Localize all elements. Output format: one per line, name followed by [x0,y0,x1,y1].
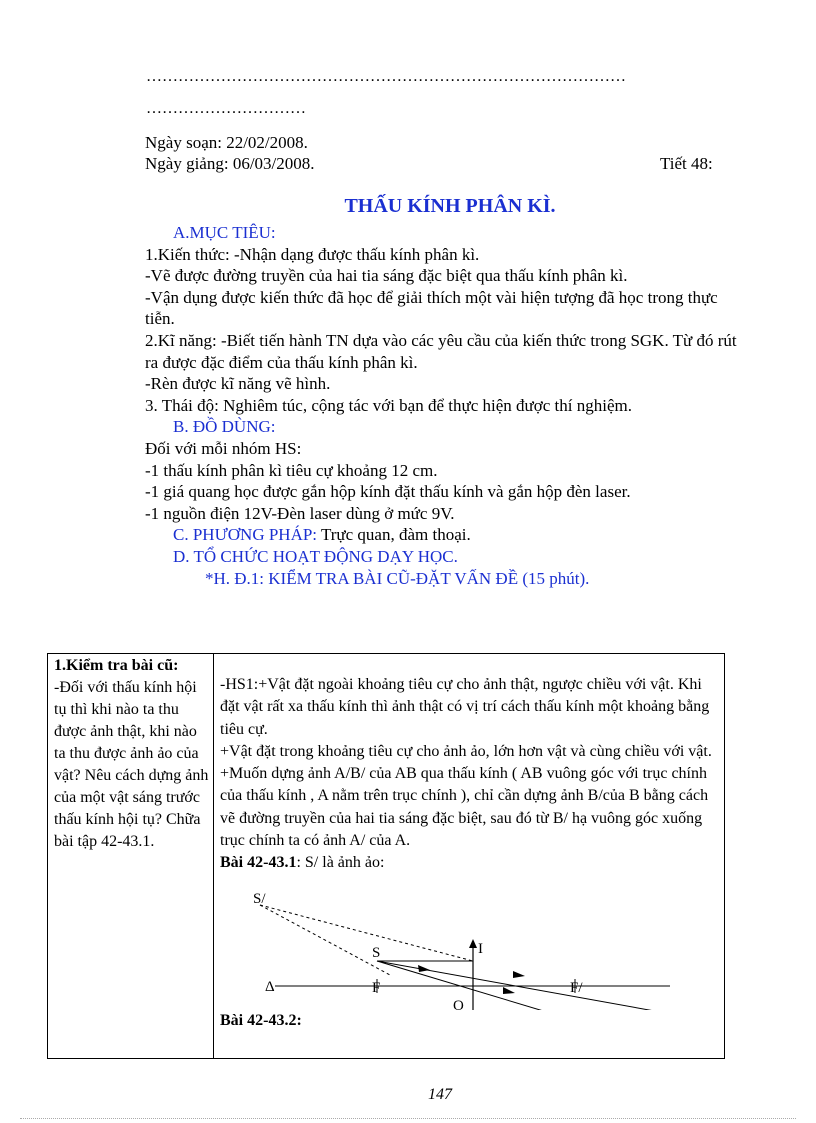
date-prepared: Ngày soạn: 22/02/2008. [145,133,308,152]
section-c-text: Trực quan, đàm thoại. [317,525,471,545]
section-c-heading: C. PHƯƠNG PHÁP: [173,525,318,545]
b-line: -1 nguồn điện 12V-Đèn laser dùng ở mức 9V. [145,503,455,523]
exercise-1-text: : S/ là ảnh ảo: [296,854,385,872]
b-line: -1 thấu kính phân kì tiêu cự khoảng 12 cm. [145,460,438,480]
label-f: F [372,979,381,996]
dotted-line-2: ………………………… [146,100,306,117]
ray-arrow [418,965,430,972]
student-column [214,654,725,1059]
exercise-2-label: Bài 42-43.2: [220,1011,302,1029]
activity-table [47,653,725,1059]
activity-1-heading: *H. Đ.1: KIỂM TRA BÀI CŨ-ĐẶT VẤN ĐỀ (15 phút). [205,568,590,588]
label-f-prime: F/ [570,979,583,996]
left-body: -Đối với thấu kính hội tụ thì khi nào ta thu được ảnh thật, khi nào ta thu được ảnh ảo của vật? Nêu cách dựng ảnh của một vật sáng trước thấu kính hội tụ? Chữa bài tập 42-43.1. [54,679,209,850]
lens-ray-diagram [220,875,710,1010]
label-s: S [372,944,381,961]
a-line: -Vẽ được đường truyền của hai tia sáng đặc biệt qua thấu kính phân kì. [145,266,628,286]
b-line: Đối với mỗi nhóm HS: [145,438,302,458]
section-a-heading: A.MỤC TIÊU: [173,223,276,242]
a-line: 3. Thái độ: Nghiêm túc, cộng tác với bạn để thực hiện được thí nghiệm. [145,395,632,415]
left-title: 1.Kiểm tra bài cũ: [54,657,179,674]
a-line: -Rèn được kĩ năng vẽ hình. [145,374,331,394]
section-d-heading: D. TỔ CHỨC HOẠT ĐỘNG DẠY HỌC. [173,546,458,566]
section-c [145,524,745,546]
answer-line: +Muốn dựng ảnh A/B/ của AB qua thấu kính ( AB vuông góc với trục chính của thấu kính , A nằm trên trục chính ), chỉ cần dựng ảnh B/của B bằng cách vẽ đường truyền của hai tia sáng đặc biệt, sau đó từ B/ hạ vuông góc xuống trục chính ta có ảnh A/ của A. [220,765,709,850]
label-delta: Δ [265,978,275,995]
virtual-ray-1 [260,905,473,961]
answer-line: +Vật đặt trong khoảng tiêu cự cho ảnh ảo, lớn hơn vật và cùng chiều với vật. [220,742,712,760]
ray-arrow [513,971,525,978]
exercise-1 [220,852,718,874]
exercise-2 [220,1010,718,1032]
b-line: -1 giá quang học được gắn hộp kính đặt thấu kính và gắn hộp đèn laser. [145,482,631,502]
section-b-heading: B. ĐỒ DÙNG: [173,417,276,437]
date-taught: Ngày giảng: 06/03/2008. [145,154,315,173]
lens-arrow-top [469,939,477,948]
lesson-title: THẤU KÍNH PHÂN KÌ. [344,195,556,217]
lesson-body [145,222,745,589]
ray-arrow [503,987,515,994]
answer-line: -HS1:+Vật đặt ngoài khoảng tiêu cự cho ảnh thật, ngược chiều với vật. Khi đặt vật rất xa thấu kính thì ảnh thật có vị trí cách thấu kính một khoảng bằng tiêu cự. [220,676,710,738]
virtual-ray-2 [260,905,390,975]
teacher-column [48,654,214,1059]
label-i: I [478,940,483,957]
label-s-prime: S/ [253,890,266,907]
exercise-1-label: Bài 42-43.1 [220,854,297,872]
lesson-number: Tiết 48: [660,154,713,173]
dotted-line-1: ……………………………………………………………………………… [146,68,626,85]
label-o: O [453,997,464,1010]
a-line: 1.Kiến thức: -Nhận dạng được thấu kính phân kì. [145,244,480,264]
a-line: -Vận dụng được kiến thức đã học để giải thích một vài hiện tượng đã học trong thực tiễn. [145,287,718,329]
page-number: 147 [428,1086,452,1103]
a-line: 2.Kĩ năng: -Biết tiến hành TN dựa vào các yêu cầu của kiến thức trong SGK. Từ đó rút ra được đặc điểm của thấu kính phân kì. [145,330,737,372]
footer-divider [20,1118,796,1119]
